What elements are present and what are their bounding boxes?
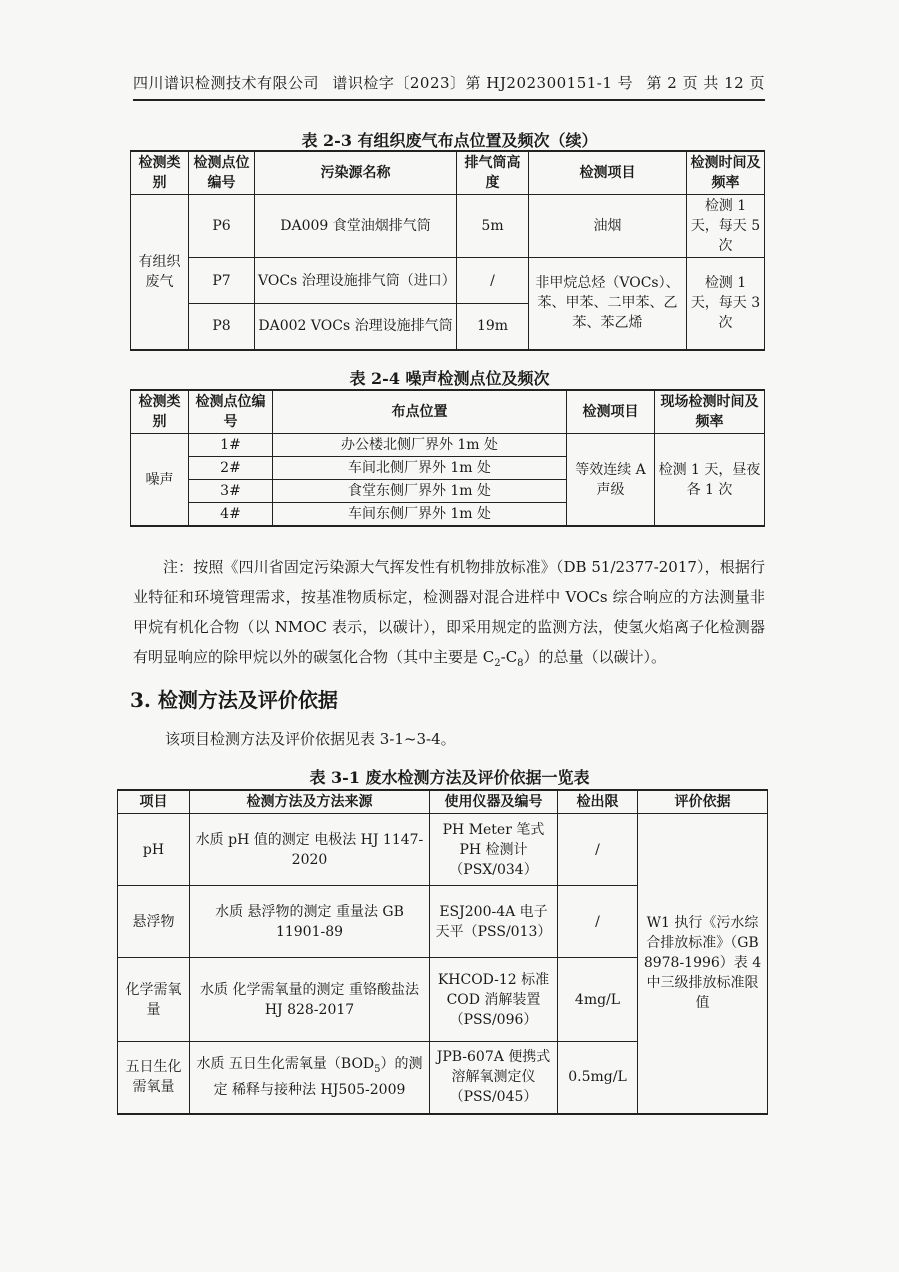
header-cell: 项目 bbox=[118, 790, 190, 814]
header-cell: 使用仪器及编号 bbox=[430, 790, 558, 814]
location-cell: 办公楼北侧厂界外 1m 处 bbox=[273, 434, 567, 457]
header-cell: 检测时间及频率 bbox=[687, 151, 765, 195]
method-cell: 水质 悬浮物的测定 重量法 GB 11901-89 bbox=[190, 886, 430, 958]
height-cell: 19m bbox=[457, 304, 529, 350]
point-cell: 2# bbox=[189, 457, 273, 480]
method-cell: 水质 pH 值的测定 电极法 HJ 1147-2020 bbox=[190, 814, 430, 886]
table-2-4 bbox=[130, 389, 765, 527]
header-cell: 检测类别 bbox=[131, 151, 189, 195]
header-cell: 检测类别 bbox=[131, 390, 189, 434]
note-sub-2: 8 bbox=[517, 658, 524, 669]
limit-cell: 0.5mg/L bbox=[558, 1042, 638, 1114]
table-3-1-caption: 表 3-1 废水检测方法及评价依据一览表 bbox=[309, 768, 590, 787]
header-cell: 检测方法及方法来源 bbox=[190, 790, 430, 814]
page-header bbox=[133, 72, 765, 101]
freq-cell: 检测 1 天，每天 5 次 bbox=[687, 195, 765, 258]
table-row bbox=[118, 814, 768, 886]
height-cell: 5m bbox=[457, 195, 529, 258]
table-header-row bbox=[118, 790, 768, 814]
instrument-cell: PH Meter 笔式 PH 检测计（PSX/034） bbox=[430, 814, 558, 886]
item-cell: 油烟 bbox=[529, 195, 687, 258]
table-header-row bbox=[131, 390, 765, 434]
instrument-cell: KHCOD-12 标准 COD 消解装置（PSS/096） bbox=[430, 958, 558, 1042]
item-cell: 非甲烷总烃（VOCs）、苯、甲苯、二甲苯、乙苯、苯乙烯 bbox=[529, 258, 687, 350]
point-cell: P8 bbox=[189, 304, 255, 350]
height-cell: / bbox=[457, 258, 529, 304]
section-title: 3. 检测方法及评价依据 bbox=[130, 688, 338, 712]
location-cell: 食堂东侧厂界外 1m 处 bbox=[273, 480, 567, 503]
table-2-4-caption: 表 2-4 噪声检测点位及频次 bbox=[349, 369, 550, 388]
point-cell: 3# bbox=[189, 480, 273, 503]
header-cell: 评价依据 bbox=[638, 790, 768, 814]
item-cell: 等效连续 A 声级 bbox=[567, 434, 655, 527]
method-sub: 5 bbox=[374, 1064, 381, 1076]
page-number: 第 2 页 共 12 页 bbox=[646, 74, 765, 92]
header-cell: 检测项目 bbox=[567, 390, 655, 434]
method-cell: 水质 化学需氧量的测定 重铬酸盐法 HJ 828-2017 bbox=[190, 958, 430, 1042]
source-cell: DA009 食堂油烟排气筒 bbox=[255, 195, 457, 258]
location-cell: 车间东侧厂界外 1m 处 bbox=[273, 503, 567, 527]
source-cell: DA002 VOCs 治理设施排气筒 bbox=[255, 304, 457, 350]
location-cell: 车间北侧厂界外 1m 处 bbox=[273, 457, 567, 480]
company-name: 四川谱识检测技术有限公司 bbox=[133, 74, 320, 92]
table-row bbox=[131, 258, 765, 304]
table-2-3 bbox=[130, 150, 765, 351]
header-cell: 检出限 bbox=[558, 790, 638, 814]
header-cell: 检测点位编号 bbox=[189, 151, 255, 195]
item-cell: 悬浮物 bbox=[118, 886, 190, 958]
table-2-3-caption: 表 2-3 有组织废气布点位置及频次（续） bbox=[301, 131, 598, 150]
freq-cell: 检测 1 天，每天 3 次 bbox=[687, 258, 765, 350]
instrument-cell: ESJ200-4A 电子天平（PSS/013） bbox=[430, 886, 558, 958]
instrument-cell: JPB-607A 便携式溶解氧测定仪（PSS/045） bbox=[430, 1042, 558, 1114]
note-sub-1: 2 bbox=[494, 658, 501, 669]
limit-cell: 4mg/L bbox=[558, 958, 638, 1042]
method-text-b: ）的测定 稀释与接种法 HJ505-2009 bbox=[213, 1056, 423, 1099]
report-number: 谱识检字〔2023〕第 HJ202300151-1 号 bbox=[332, 74, 634, 92]
limit-cell: / bbox=[558, 886, 638, 958]
method-cell bbox=[190, 1042, 430, 1114]
category-cell: 有组织废气 bbox=[131, 195, 189, 350]
note-text-mid: -C bbox=[500, 648, 518, 666]
table-note bbox=[133, 552, 765, 679]
header-cell: 布点位置 bbox=[273, 390, 567, 434]
table-3-1 bbox=[117, 789, 768, 1115]
table-row bbox=[131, 195, 765, 258]
item-cell: 化学需氧量 bbox=[118, 958, 190, 1042]
source-cell: VOCs 治理设施排气筒（进口） bbox=[255, 258, 457, 304]
item-cell: 五日生化需氧量 bbox=[118, 1042, 190, 1114]
header-cell: 污染源名称 bbox=[255, 151, 457, 195]
limit-cell: / bbox=[558, 814, 638, 886]
table-row bbox=[131, 434, 765, 457]
method-text-a: 水质 五日生化需氧量（BOD bbox=[196, 1056, 375, 1073]
section-intro: 该项目检测方法及评价依据见表 3-1~3-4。 bbox=[165, 730, 456, 748]
header-cell: 检测点位编号 bbox=[189, 390, 273, 434]
point-cell: P6 bbox=[189, 195, 255, 258]
point-cell: 4# bbox=[189, 503, 273, 527]
item-cell: pH bbox=[118, 814, 190, 886]
category-cell: 噪声 bbox=[131, 434, 189, 527]
table-header-row bbox=[131, 151, 765, 195]
evaluation-cell: W1 执行《污水综合排放标准》（GB 8978-1996）表 4 中三级排放标准限值 bbox=[638, 814, 768, 1114]
point-cell: P7 bbox=[189, 258, 255, 304]
freq-cell: 检测 1 天，昼夜各 1 次 bbox=[655, 434, 765, 527]
note-text-1: 注：按照《四川省固定污染源大气挥发性有机物排放标准》（DB 51/2377-2017），根据行业特征和环境管理需求，按基准物质标定，检测器对混合进样中 VOCs 综合响应的方法测量非甲烷有机化合物（以 NMOC 表示，以碳计），即采用规定的监测方法，使氢火焰离子化检测器有明显响应的除甲烷以外的碳氢化合物（其中主要是 C bbox=[133, 558, 765, 666]
note-text-2: ）的总量（以碳计）。 bbox=[523, 648, 667, 666]
header-cell: 现场检测时间及频率 bbox=[655, 390, 765, 434]
point-cell: 1# bbox=[189, 434, 273, 457]
header-cell: 排气筒高度 bbox=[457, 151, 529, 195]
header-cell: 检测项目 bbox=[529, 151, 687, 195]
